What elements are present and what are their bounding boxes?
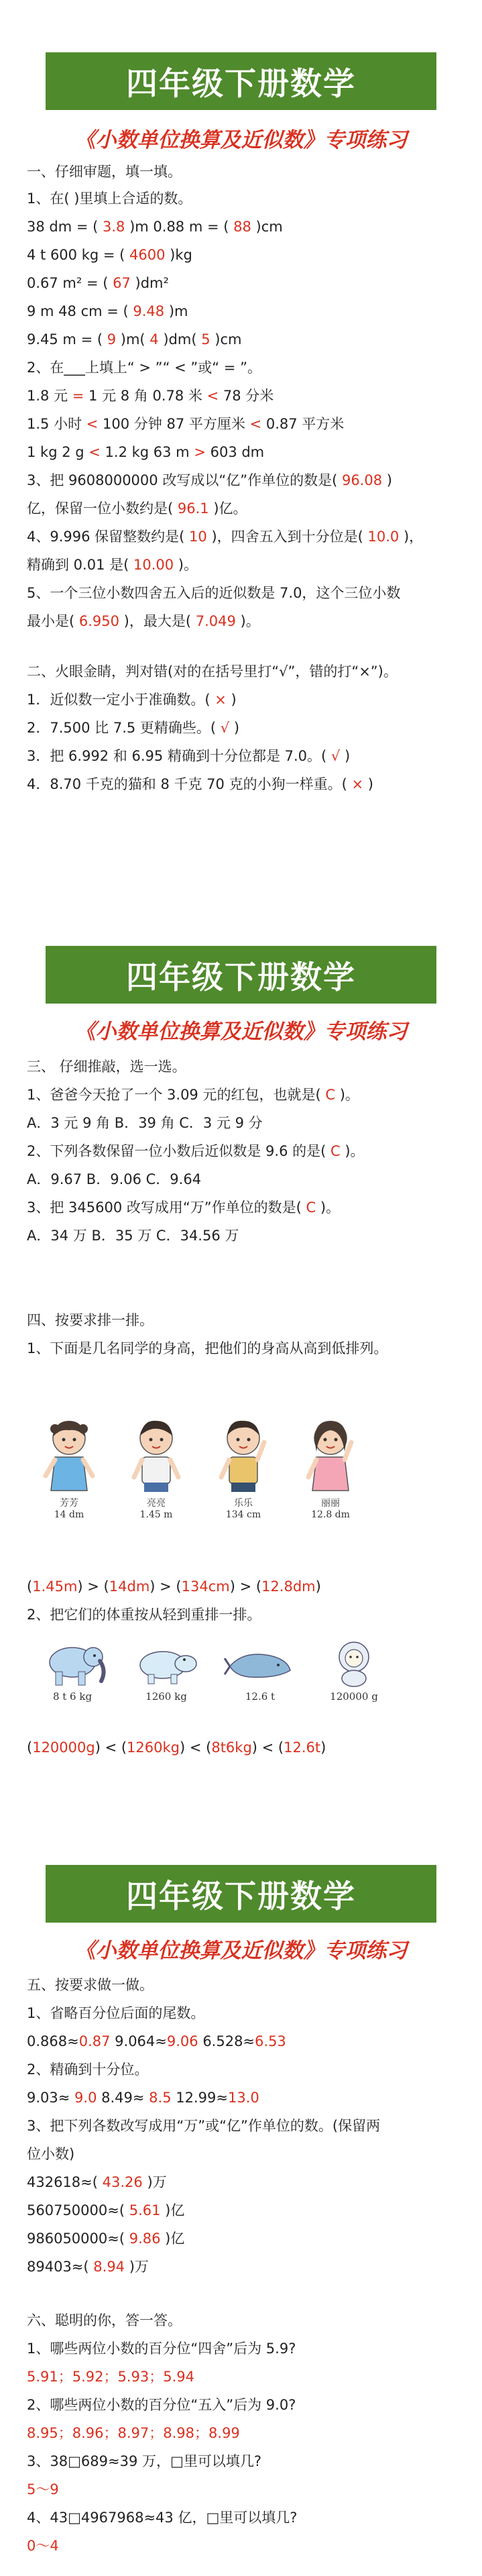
question-text: 1.8 元 [27,388,72,404]
question-text: ) < ( [95,1739,127,1756]
question-text: )。 [235,613,260,629]
worksheet-line [27,442,462,462]
question-text: 亿，保留一位小数约是( [27,500,178,517]
answer-text: 5.91；5.92；5.93；5.94 [27,2369,195,2385]
worksheet-line [27,1169,462,1189]
question-text: 五、按要求做一做。 [27,1977,154,1993]
animal-card [220,1637,300,1703]
answer-text: < [249,416,262,432]
question-text: )万 [125,2259,149,2275]
question-text: )m 0.88 m = ( [125,219,234,235]
student-card [119,1415,193,1520]
animal-weight: 1260 kg [145,1690,187,1703]
question-text: 5、一个三位小数四舍五入后的近似数是 7.0，这个三位小数 [27,585,401,601]
question-text: )， [399,529,424,545]
question-text: )。 [335,1087,359,1103]
answer-text: 5 [201,331,210,347]
question-text: 1、下面是几名同学的身高，把他们的身高从高到低排列。 [27,1340,388,1356]
question-text: )亿。 [208,500,247,517]
answer-text: 6.950 [78,613,119,629]
worksheet-line [27,414,462,434]
student-name: 芳芳 [60,1498,78,1509]
answer-text: 67 [113,275,131,291]
question-text: ) [320,1739,326,1756]
worksheet-line [27,2367,462,2387]
worksheet-line [27,1338,462,1358]
worksheet-line [27,2451,462,2471]
question-text: )dm( [158,331,202,347]
question-text: 560750000≈( [27,2202,129,2218]
answer-text: 9.0 [74,2090,97,2106]
question-text: 78 分米 [219,388,274,404]
question-text: ) [315,1578,321,1595]
answer-text: < [88,444,101,460]
worksheet-line [27,470,462,490]
animal-card [314,1637,394,1703]
worksheet-line [27,1605,462,1625]
worksheet-line [27,2144,462,2164]
answer-text: 5～9 [27,2481,59,2498]
answer-text: 1.45m [32,1578,78,1595]
question-text: 9.064≈ [110,2033,167,2049]
worksheet-page-3 [0,1811,482,2576]
answer-text: C [325,1087,336,1103]
answer-text: 8.95；8.96；8.97；8.98；8.99 [27,2425,240,2441]
worksheet-line [27,1576,462,1597]
worksheet-line [27,1057,462,1077]
question-text: ) [229,720,240,736]
question-text: 0.67 m² = ( [27,275,113,291]
question-text: 三、 仔细推敲，选一选。 [27,1059,186,1075]
worksheet-line [27,2508,462,2528]
hippo-icon [129,1637,203,1690]
student-card [206,1415,280,1520]
worksheet-line [27,2339,462,2359]
question-text: 3、38□689≈39 万，□里可以填几? [27,2453,261,2469]
answer-text: 8t6kg [211,1739,252,1756]
lion-icon [317,1637,391,1690]
worksheet-line [27,774,462,794]
boy-icon [213,1415,274,1496]
worksheet-line [27,2479,462,2500]
question-text: 4、9.996 保留整数约是( [27,529,190,545]
question-text: 4、43□4967968≈43 亿，□里可以填几? [27,2510,298,2526]
question-text: 603 dm [205,444,265,460]
animal-card [32,1637,113,1703]
animal-weight: 8 t 6 kg [52,1690,93,1703]
worksheet-line [27,217,462,237]
page-banner: 四年级下册数学 [46,52,436,110]
answer-text: > [194,444,206,460]
question-text: A．9.67 B．9.06 C．9.64 [27,1171,202,1187]
student-height: 134 cm [225,1509,261,1520]
answer-text: 4600 [129,247,166,263]
question-text: ) [363,776,373,792]
worksheet-line [27,1310,462,1330]
question-text: A．3 元 9 角 B．39 角 C．3 元 9 分 [27,1115,263,1131]
worksheet-line [27,583,462,603]
question-text: 一、仔细审题，填一填。 [27,164,182,180]
question-text: 2．7.500 比 7.5 更精确些。( [27,720,221,736]
question-text: )，四舍五入到十分位是( [206,529,368,545]
worksheet-line [27,358,462,378]
answer-text: 88 [233,219,251,235]
answer-text: 0.87 [78,2033,111,2049]
worksheet-line [27,690,462,710]
question-text: 二、火眼金睛，判对错(对的在括号里打“√”，错的打“×”)。 [27,663,398,680]
worksheet-line [27,329,462,350]
worksheet-line [27,555,462,575]
question-text: 2、精确到十分位。 [27,2061,149,2078]
answer-text: 14dm [109,1578,150,1595]
worksheet-line [27,1113,462,1133]
answer-text: 12.6t [284,1739,321,1756]
answer-text: 9 [107,331,117,347]
question-text: ) < ( [179,1739,212,1756]
answer-text: 7.049 [195,613,236,629]
answer-text: 43.26 [102,2174,143,2190]
worksheet-line [27,527,462,547]
answer-text: < [86,416,99,432]
question-text: A．34 万 B．35 万 C．34.56 万 [27,1228,239,1244]
worksheet-line [27,611,462,631]
question-text: ( [27,1739,33,1756]
answer-text: = [72,388,84,404]
question-text: 12.99≈ [171,2090,228,2106]
question-text: 2、下列各数保留一位小数后近似数是 9.6 的是( [27,1143,330,1159]
worksheet-line [27,2172,462,2192]
elephant-icon [36,1637,109,1690]
answer-text: × [351,776,364,792]
student-card [294,1415,367,1520]
answer-text: C [306,1199,316,1216]
question-text: )m [164,303,188,319]
question-text: ( [27,1578,33,1595]
students-figure [32,1415,381,1556]
worksheet-line [27,386,462,406]
worksheet-line [27,2229,462,2249]
question-text: 2、把它们的体重按从轻到重排一排。 [27,1607,261,1623]
answer-text: 6.53 [255,2033,286,2049]
animal-card [126,1637,206,1703]
girl-icon [300,1415,361,1496]
question-text: 4 t 600 kg = ( [27,247,130,263]
question-text: )m( [116,331,150,347]
answer-text: 10.00 [133,557,174,573]
question-text: 0.868≈ [27,2033,79,2049]
question-text: 1 元 8 角 0.78 米 [84,388,207,404]
worksheet-line [27,1085,462,1105]
question-text: 六、聪明的你，答一答。 [27,2312,182,2328]
answer-text: 10.0 [367,529,400,545]
question-text: 0.87 平方米 [261,416,345,432]
worksheet-line [27,1737,462,1758]
question-text: ) > ( [229,1578,262,1595]
question-text: 1．近似数一定小于准确数。( [27,692,215,708]
answer-text: 120000g [32,1739,95,1756]
question-text: 4．8.70 千克的猫和 8 千克 70 克的小狗一样重。( [27,776,352,792]
student-card [32,1415,106,1520]
answer-text: 96.08 [341,472,383,488]
answer-text: 8.5 [149,2090,172,2106]
worksheet-line [27,273,462,293]
worksheet-line [27,2003,462,2023]
question-text: 100 分钟 87 平方厘米 [98,416,250,432]
question-text: 9.45 m = ( [27,331,107,347]
worksheet-line [27,1141,462,1161]
question-text: ) [340,748,351,764]
worksheet-line [27,2395,462,2415]
answer-text: 10 [189,529,207,545]
student-name: 乐乐 [234,1498,253,1509]
question-text: 1、在( )里填上合适的数。 [27,191,192,207]
student-name: 丽丽 [321,1498,340,1509]
answer-text: √ [220,720,230,736]
answer-text: 13.0 [227,2090,259,2106]
student-height: 12.8 dm [311,1509,350,1520]
question-text: )，最大是( [119,613,196,629]
animal-weight: 12.6 t [245,1690,276,1703]
animal-weight: 120000 g [330,1690,378,1703]
page-subtitle: 《小数单位换算及近似数》专项练习 [74,1939,408,1963]
answer-text: 8.94 [93,2259,125,2275]
question-text: 精确到 0.01 是( [27,557,133,573]
question-text: 8.49≈ [97,2090,149,2106]
answer-text: 9.48 [133,303,165,319]
girl-icon [39,1415,99,1496]
question-text: ) > ( [149,1578,182,1595]
question-text: )。 [316,1199,341,1216]
question-text: ) [382,472,392,488]
answer-text: 5.61 [129,2202,161,2218]
answer-text: 9.86 [129,2231,161,2247]
worksheet-line [27,718,462,738]
question-text: 6.528≈ [198,2033,255,2049]
page-subtitle: 《小数单位换算及近似数》专项练习 [74,128,408,152]
question-text: 最小是( [27,613,79,629]
worksheet-line [27,301,462,321]
worksheet-line [27,2031,462,2051]
question-text: 1.2 kg 63 m [100,444,194,460]
worksheet-line [27,1226,462,1246]
question-text: 3、把 9608000000 改写成以“亿”作单位的数是( [27,472,342,488]
whale-icon [223,1637,297,1690]
question-text: )cm [251,219,283,235]
question-text: 986050000≈( [27,2231,129,2247]
question-text: )kg [165,247,192,263]
question-text: 四、按要求排一排。 [27,1312,154,1328]
question-text: 1、省略百分位后面的尾数。 [27,2005,205,2021]
worksheet-line [27,162,462,182]
answer-text: 134cm [181,1578,230,1595]
answer-text: 3.8 [103,219,125,235]
question-text: 9 m 48 cm = ( [27,303,133,319]
student-name: 亮亮 [147,1498,166,1509]
answer-text: C [330,1143,341,1159]
answer-text: × [215,692,227,708]
page-subtitle: 《小数单位换算及近似数》专项练习 [74,1020,408,1044]
question-text: 432618≈( [27,2174,103,2190]
question-text: 3．把 6.992 和 6.95 精确到十分位都是 7.0。( [27,748,331,764]
question-text: 1、哪些两位小数的百分位“四舍”后为 5.9? [27,2341,296,2357]
worksheet-page-1 [0,0,482,865]
answer-text: 1260kg [127,1739,180,1756]
worksheet-line [27,498,462,519]
question-text: 位小数) [27,2146,75,2162]
worksheet-line [27,2200,462,2220]
answer-text: √ [330,748,341,764]
question-text: )亿 [160,2202,185,2218]
worksheet-line [27,2536,462,2556]
question-text: 1 kg 2 g [27,444,89,460]
page-banner: 四年级下册数学 [46,1865,436,1923]
question-text: 3、把下列各数改写成用“万”或“亿”作单位的数。(保留两 [27,2118,381,2134]
question-text: 89403≈( [27,2259,94,2275]
worksheet-line [27,2310,462,2330]
question-text: 3、把 345600 改写成用“万”作单位的数是( [27,1199,306,1216]
worksheet-line [27,1975,462,1995]
worksheet-line [27,189,462,209]
answer-text: 4 [149,331,159,347]
question-text: )。 [340,1143,365,1159]
student-height: 14 dm [54,1509,84,1520]
answer-text: 96.1 [177,500,209,517]
question-text: 2、在___上填上“ > ”“ < ”或“ = ”。 [27,360,261,376]
question-text: 38 dm = ( [27,219,103,235]
worksheet-line [27,2116,462,2136]
worksheet-line [27,1197,462,1218]
question-text: ) [226,692,237,708]
question-text: 2、哪些两位小数的百分位“五入”后为 9.0? [27,2397,296,2413]
worksheet-line [27,2059,462,2080]
worksheet-line [27,746,462,766]
question-text: ) < ( [251,1739,284,1756]
question-text: )亿 [160,2231,185,2247]
answer-text: < [206,388,219,404]
question-text: )cm [210,331,242,347]
question-text: )万 [142,2174,167,2190]
worksheet-page-2 [0,912,482,1784]
question-text: )dm² [130,275,169,291]
worksheet-line [27,2257,462,2277]
question-text: 1、爸爸今天抢了一个 3.09 元的红包，也就是( [27,1087,326,1103]
question-text: 1.5 小时 [27,416,86,432]
page-banner: 四年级下册数学 [46,946,436,1004]
answer-text: 0～4 [27,2538,59,2554]
question-text: )。 [174,557,198,573]
answer-text: 12.8dm [261,1578,316,1595]
worksheet-line [27,2423,462,2443]
worksheet-line [27,2088,462,2108]
worksheet-line [27,661,462,682]
boy-icon [126,1415,186,1496]
animals-figure [32,1637,408,1724]
worksheet-line [27,245,462,265]
answer-text: 9.06 [166,2033,198,2049]
student-height: 1.45 m [139,1509,173,1520]
question-text: 9.03≈ [27,2090,75,2106]
question-text: ) > ( [77,1578,109,1595]
